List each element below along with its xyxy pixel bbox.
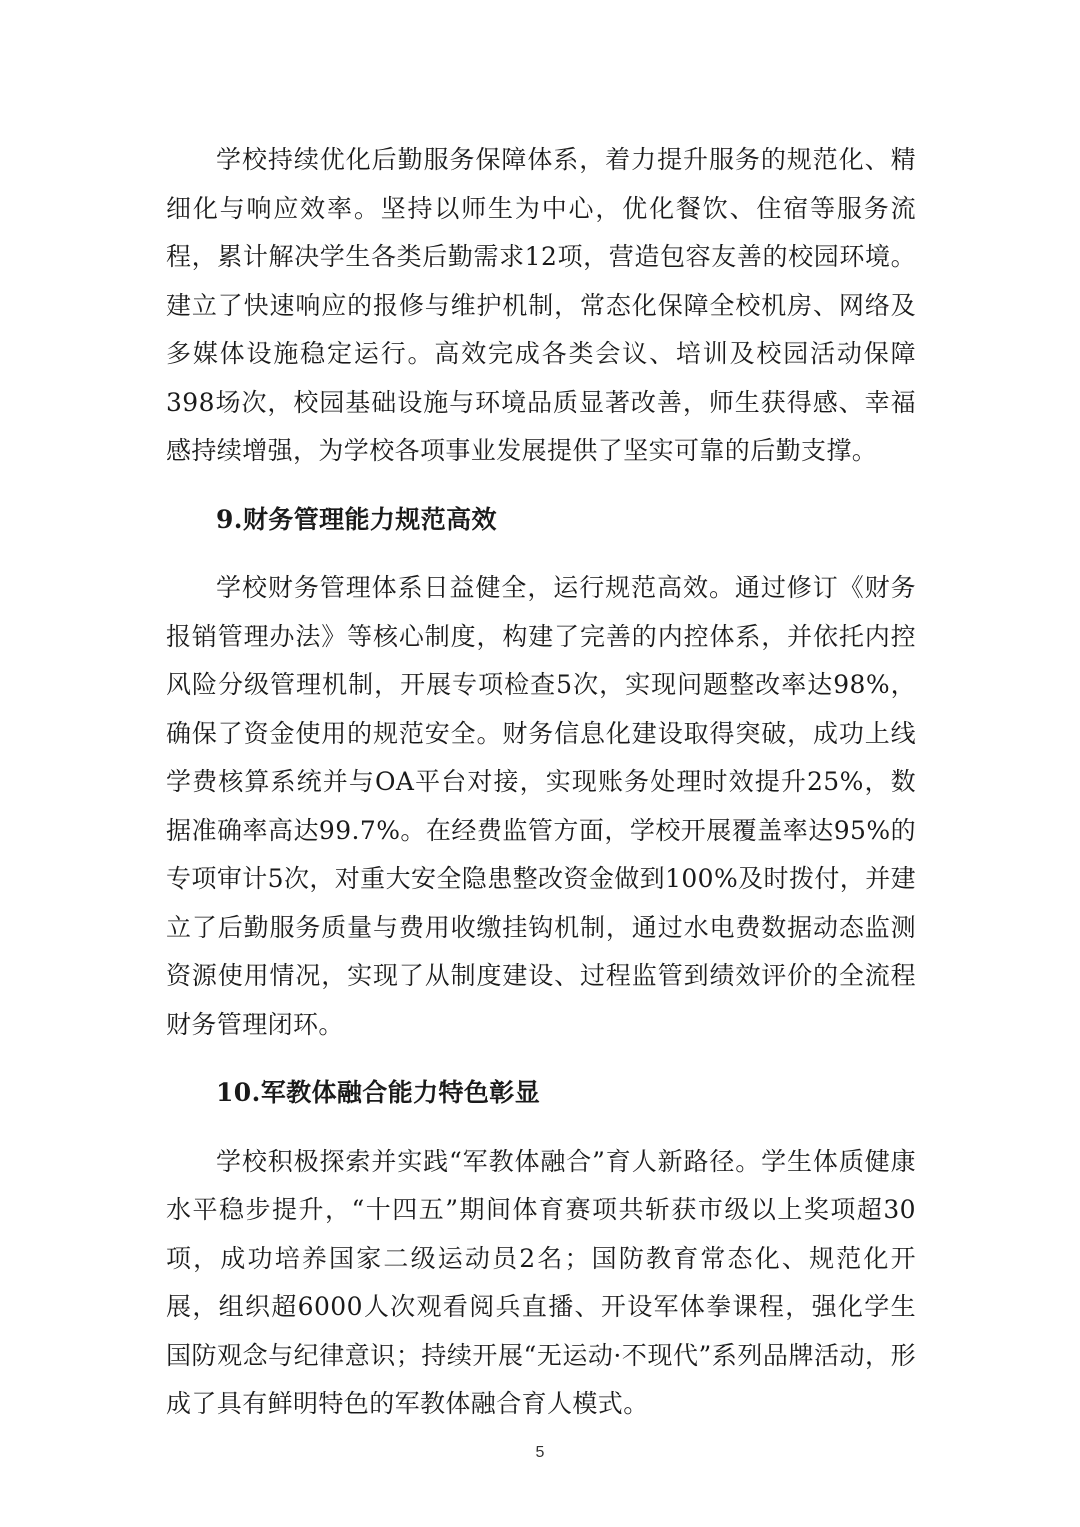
section-heading-finance: 9.财务管理能力规范高效: [216, 504, 497, 534]
paragraph-finance: 学校财务管理体系日益健全，运行规范高效。通过修订《财务报销管理办法》等核心制度，构建了完善的内控体系，并依托内控风险分级管理机制，开展专项检查5次，实现问题整改率达98%，确保了资金使用的规范安全。财务信息化建设取得突破，成功上线学费核算系统并与OA平台对接，实现账务处理时效提升25%，数据准确率高达99.7%。在经费监管方面，学校开展覆盖率达95%的专项审计5次，对重大安全隐患整改资金做到100%及时拨付，并建立了后勤服务质量与费用收缴挂钩机制，通过水电费数据动态监测资源使用情况，实现了从制度建设、过程监管到绩效评价的全流程财务管理闭环。: [166, 573, 916, 1039]
paragraph-military-education: 学校积极探索并实践“军教体融合”育人新路径。学生体质健康水平稳步提升，“十四五”期间体育赛项共斩获市级以上奖项超30项，成功培养国家二级运动员2名；国防教育常态化、规范化开展，组织超6000人次观看阅兵直播、开设军体拳课程，强化学生国防观念与纪律意识；持续开展“无运动·不现代”系列品牌活动，形成了具有鲜明特色的军教体融合育人模式。: [166, 1146, 916, 1418]
section-heading-military-education: 10.军教体融合能力特色彰显: [216, 1078, 541, 1107]
document-body: [166, 136, 916, 1429]
paragraph-logistics: 学校持续优化后勤服务保障体系，着力提升服务的规范化、精细化与响应效率。坚持以师生为中心，优化餐饮、住宿等服务流程，累计解决学生各类后勤需求12项，营造包容友善的校园环境。建立了快速响应的报修与维护机制，常态化保障全校机房、网络及多媒体设施稳定运行。高效完成各类会议、培训及校园活动保障398场次，校园基础设施与环境品质显著改善，师生获得感、幸福感持续增强，为学校各项事业发展提供了坚实可靠的后勤支撑。: [166, 145, 916, 465]
page-number: 5: [535, 1444, 545, 1461]
